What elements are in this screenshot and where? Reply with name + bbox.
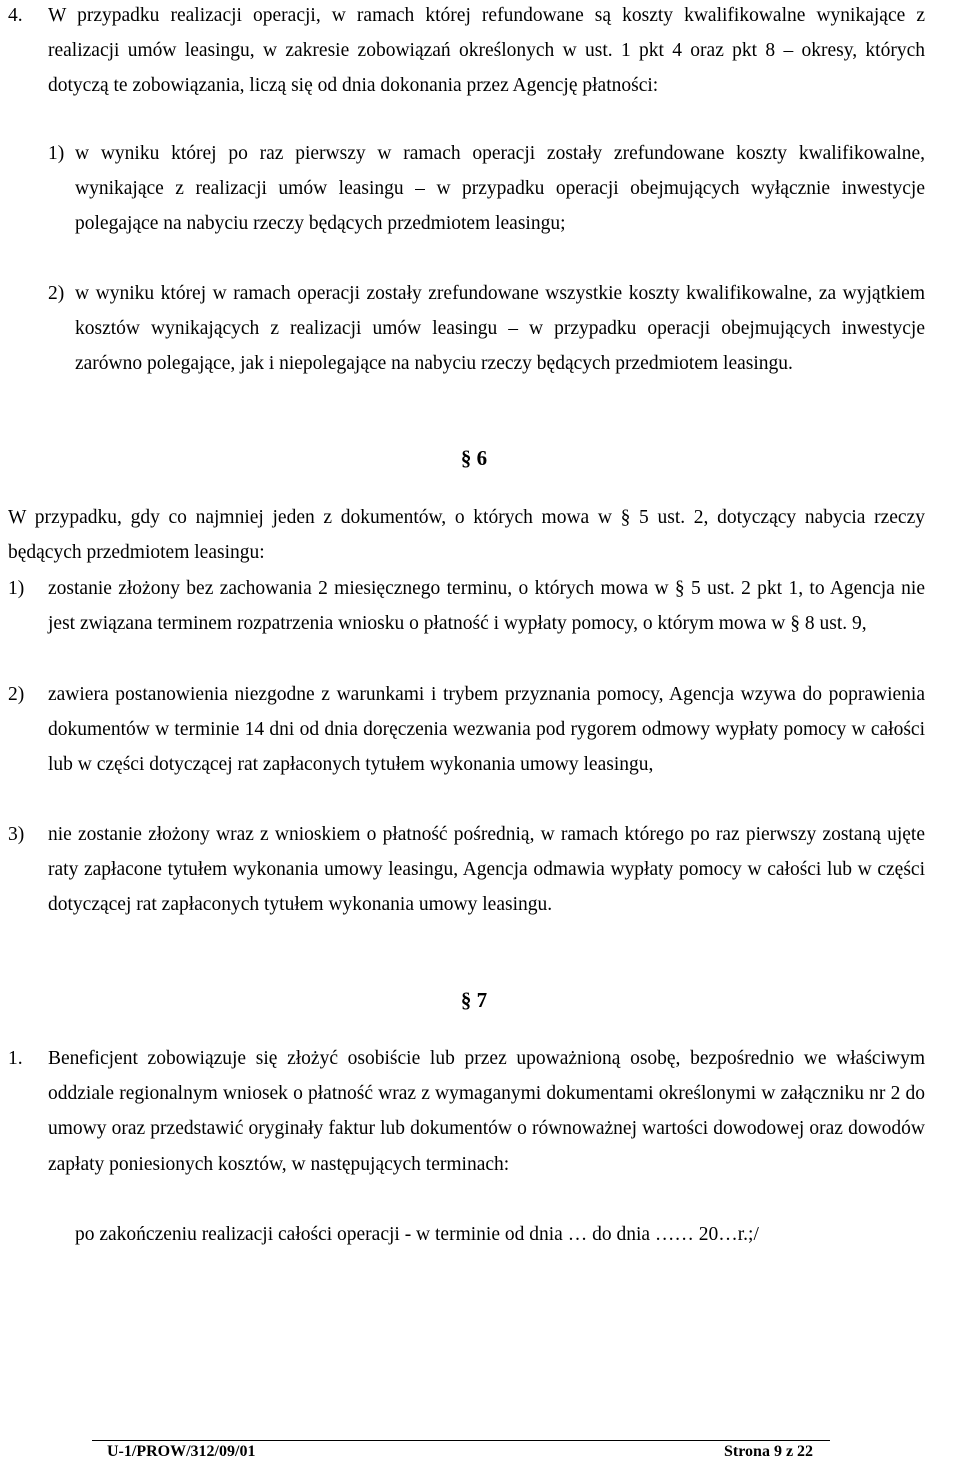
page-number: Strona 9 z 22 bbox=[724, 1443, 814, 1460]
footer-divider bbox=[92, 1440, 830, 1441]
list-item-text: zostanie złożony bez zachowania 2 miesięcznego terminu, o których mowa w § 5 ust. 2 pkt 1, to Agencja nie jest związana terminem rozpatrzenia wniosku o płatność i wypłaty pomocy, o którym mowa w § 8 ust. 9, bbox=[48, 578, 925, 635]
paragraph-text: W przypadku realizacji operacji, w ramach której refundowane są koszty kwalifikowalne wynikające z realizacji umów leasingu, w zakresie zobowiązań określonych w ust. 1 pkt 4 oraz pkt 8 – okresy, których dotyczą te zobowiązania, liczą się od dnia dokonania przez Agencję płatności: bbox=[48, 5, 925, 97]
section-heading: § 7 bbox=[460, 988, 488, 1012]
section-heading: § 6 bbox=[460, 446, 488, 470]
list-item-number: 1) bbox=[8, 578, 25, 599]
paragraph-text: Beneficjent zobowiązuje się złożyć osobiście lub przez upoważnioną osobę, bezpośrednio we właściwym oddziale regionalnym wniosek o płatność wraz z wymaganymi dokumentami określonymi w załączniku nr 2 do umowy oraz przedstawić oryginały faktur lub dokumentów o równoważnej wartości dowodowej oraz dowodów zapłaty poniesionych kosztów, w następujących terminach: bbox=[48, 1048, 925, 1175]
document-code: U-1/PROW/312/09/01 bbox=[107, 1443, 256, 1460]
list-item-text: zawiera postanowienia niezgodne z warunkami i trybem przyznania pomocy, Agencja wzywa do poprawienia dokumentów w terminie 14 dni od dnia doręczenia wezwania pod rygorem odmowy wypłaty pomocy w całości lub w części dotyczącej rat zapłaconych tytułem wykonania umowy leasingu, bbox=[48, 684, 925, 776]
list-item-number: 2) bbox=[8, 684, 25, 705]
paragraph-number: 4. bbox=[8, 5, 23, 26]
list-item-number: 3) bbox=[8, 824, 25, 845]
paragraph-number: 1. bbox=[8, 1048, 23, 1069]
list-item-text: w wyniku której po raz pierwszy w ramach operacji zostały zrefundowane koszty kwalifikowalne, wynikające z realizacji umów leasingu – w przypadku operacji obejmujących wyłącznie inwestycje polegające na nabyciu rzeczy będących przedmiotem leasingu; bbox=[75, 143, 925, 235]
list-item-number: 2) bbox=[48, 283, 65, 304]
list-item-text: w wyniku której w ramach operacji zostały zrefundowane wszystkie koszty kwalifikowalne, za wyjątkiem kosztów wynikających z realizacji umów leasingu – w przypadku operacji obejmujących inwestycje zarówno polegające, jak i niepolegające na nabyciu rzeczy będących przedmiotem leasingu. bbox=[75, 283, 925, 375]
list-item-number: 1) bbox=[48, 143, 65, 164]
section-intro: W przypadku, gdy co najmniej jeden z dokumentów, o których mowa w § 5 ust. 2, dotyczący nabycia rzeczy będących przedmiotem leasingu: bbox=[8, 507, 925, 564]
deadline-line: po zakończeniu realizacji całości operacji - w terminie od dnia … do dnia …… 20…r.;/ bbox=[75, 1224, 759, 1245]
list-item-text: nie zostanie złożony wraz z wnioskiem o płatność pośrednią, w ramach którego po raz pierwszy zostaną ujęte raty zapłacone tytułem wykonania umowy leasingu, Agencja odmawia wypłaty pomocy w całości lub w części dotyczącej rat zapłaconych tytułem wykonania umowy leasingu. bbox=[48, 824, 925, 916]
